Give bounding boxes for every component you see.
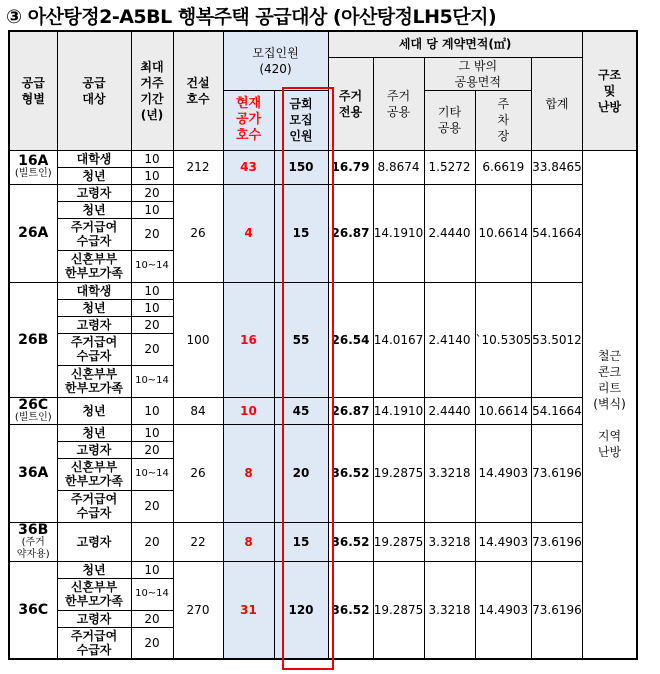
supply-type-label: 26B (18, 331, 49, 348)
current-vacant-cell (223, 522, 274, 561)
this-round-cell (274, 424, 328, 522)
residential-common-cell-text: 14.0167 (373, 332, 424, 347)
max-residence-cell-text: 20 (144, 185, 160, 200)
supply-target-cell-text: 주거급여 수급자 (70, 628, 118, 657)
max-residence-cell-text: 10 (144, 168, 160, 183)
current-vacant-cell-text: 10 (240, 403, 257, 418)
supply-target-cell-text: 신혼부부 한부모가족 (65, 252, 123, 280)
max-residence-cell (131, 578, 173, 610)
built-units-cell (173, 397, 223, 424)
current-vacant-cell (223, 184, 274, 282)
supply-target-cell (57, 522, 131, 561)
total-area-cell (532, 150, 583, 184)
this-round-cell (274, 150, 328, 184)
parking-cell-text: 14.4903 (478, 466, 529, 480)
max-residence-cell (131, 316, 173, 333)
max-residence-cell-text: 10 (144, 425, 160, 440)
exclusive-area-cell-text: 16.79 (331, 160, 370, 174)
max-residence-cell (131, 610, 173, 627)
built-units-cell-text: 22 (190, 534, 206, 549)
max-residence-cell-text: 20 (144, 534, 160, 549)
built-units-cell (173, 522, 223, 561)
residential-common-cell-text: 14.1910 (373, 226, 424, 240)
other-common-cell-text: 2.4440 (428, 403, 471, 418)
supply-target-cell (57, 365, 131, 397)
parking-cell-text: 14.4903 (478, 534, 529, 549)
built-units-cell-text: 26 (190, 466, 206, 480)
built-units-cell (173, 150, 223, 184)
residential-common-cell (373, 184, 424, 282)
supply-target-cell (57, 458, 131, 490)
supply-type-label: 36B (18, 522, 49, 538)
header-current-vacant (223, 90, 274, 150)
parking-cell-text: `10.5305 (475, 332, 532, 347)
max-residence-cell (131, 167, 173, 184)
max-residence-cell-text: 10 (144, 300, 160, 315)
max-residence-cell (131, 424, 173, 441)
document-title: ③ 아산탕정2-A5BL 행복주택 공급대상 (아산탕정LH5단지) (6, 6, 497, 28)
supply-target-cell (57, 333, 131, 365)
max-residence-cell-text: 10~14 (135, 260, 169, 271)
header-recruit (223, 31, 328, 90)
total-area-cell-text: 53.5012 (532, 332, 582, 347)
parking-cell (475, 424, 532, 522)
exclusive-area-cell (328, 150, 373, 184)
total-area-cell (532, 561, 583, 659)
max-residence-cell-text: 20 (144, 227, 160, 241)
header-built-units-text: 건설 호수 (186, 75, 210, 106)
exclusive-area-cell (328, 397, 373, 424)
exclusive-area-cell-text: 26.87 (331, 403, 370, 418)
total-area-cell-text: 54.1664 (532, 226, 582, 240)
current-vacant-cell-text: 8 (244, 534, 253, 549)
header-this-round-text: 금회 모집 인원 (289, 97, 313, 143)
exclusive-area-cell (328, 561, 373, 659)
max-residence-cell (131, 490, 173, 522)
supply-target-cell (57, 299, 131, 316)
parking-cell-text: 6.6619 (482, 160, 525, 174)
supply-target-cell-text: 고령자 (76, 534, 112, 549)
header-supply-type (9, 31, 57, 150)
exclusive-area-cell-text: 36.52 (331, 466, 370, 480)
exclusive-area-cell (328, 282, 373, 397)
other-common-cell (424, 184, 475, 282)
supply-target-cell-text: 청년 (82, 168, 106, 183)
supply-target-cell (57, 627, 131, 659)
built-units-cell-text: 270 (186, 602, 210, 617)
supply-target-cell-text: 고령자 (76, 317, 112, 332)
exclusive-area-cell-text: 36.52 (331, 534, 370, 549)
supply-target-cell-text: 고령자 (76, 185, 112, 200)
max-residence-cell (131, 150, 173, 167)
other-common-cell (424, 561, 475, 659)
this-round-cell-text: 20 (292, 466, 310, 480)
current-vacant-cell (223, 561, 274, 659)
max-residence-cell-text: 10 (144, 151, 160, 166)
this-round-cell-text: 120 (288, 602, 314, 617)
header-residential-common-text: 주거 공용 (386, 88, 411, 119)
built-units-cell-text: 212 (186, 160, 210, 174)
current-vacant-cell-text: 43 (240, 160, 257, 174)
exclusive-area-cell (328, 522, 373, 561)
supply-target-cell (57, 610, 131, 627)
supply-type-cell (9, 282, 57, 397)
total-area-cell (532, 184, 583, 282)
this-round-cell-text: 15 (292, 226, 310, 240)
residential-common-cell-text: 19.2875 (373, 466, 424, 480)
built-units-cell-text: 100 (186, 332, 210, 347)
residential-common-cell-text: 8.8674 (377, 160, 420, 174)
supply-target-cell (57, 250, 131, 282)
current-vacant-cell (223, 282, 274, 397)
other-common-cell-text: 2.4140 (428, 332, 471, 347)
max-residence-cell-text: 10~14 (135, 588, 169, 599)
max-residence-cell (131, 282, 173, 299)
current-vacant-cell (223, 150, 274, 184)
max-residence-cell-text: 10 (144, 202, 160, 217)
other-common-cell (424, 397, 475, 424)
header-parking-text: 주 차 장 (497, 97, 510, 143)
supply-target-cell (57, 316, 131, 333)
total-area-cell-text: 73.6196 (532, 466, 582, 480)
parking-cell (475, 397, 532, 424)
supply-type-label: 26C (18, 397, 49, 413)
other-common-cell (424, 150, 475, 184)
table-row (9, 282, 637, 299)
total-area-cell-text: 73.6196 (532, 602, 582, 617)
supply-target-cell (57, 490, 131, 522)
header-supply-type-text: 공급 형별 (21, 75, 45, 106)
supply-target-cell (57, 578, 131, 610)
max-residence-cell-text: 10~14 (135, 375, 169, 386)
this-round-cell (274, 184, 328, 282)
supply-target-cell (57, 397, 131, 424)
header-total (532, 57, 583, 150)
header-current-vacant-text: 현재 공가 호수 (235, 96, 262, 143)
supply-table (8, 30, 638, 660)
exclusive-area-cell-text: 36.52 (331, 602, 370, 617)
max-residence-cell (131, 522, 173, 561)
other-common-cell-text: 2.4440 (428, 226, 471, 240)
residential-common-cell-text: 19.2875 (373, 534, 424, 549)
other-common-cell-text: 1.5272 (428, 160, 471, 174)
supply-target-cell-text: 대학생 (76, 151, 112, 166)
other-common-cell (424, 424, 475, 522)
supply-type-label: 16A (18, 153, 49, 169)
max-residence-cell-text: 20 (144, 635, 160, 650)
header-other-common-text: 기타 공용 (437, 105, 462, 135)
table-row (9, 150, 637, 167)
supply-target-cell-text: 주거급여 수급자 (70, 335, 118, 363)
supply-target-cell (57, 218, 131, 250)
max-residence-cell-text: 20 (144, 442, 160, 457)
total-area-cell (532, 397, 583, 424)
current-vacant-cell (223, 397, 274, 424)
other-common-cell-text: 3.3218 (428, 466, 471, 480)
header-recruit-text: 모집인원 (420) (252, 45, 299, 76)
header-other-common-group (424, 57, 532, 90)
other-common-cell-text: 3.3218 (428, 602, 471, 617)
residential-common-cell (373, 561, 424, 659)
residential-common-cell (373, 150, 424, 184)
table-row (9, 522, 637, 561)
supply-target-cell-text: 주거급여 수급자 (70, 220, 118, 248)
current-vacant-cell-text: 31 (240, 602, 257, 617)
total-area-cell-text: 33.8465 (532, 160, 582, 174)
this-round-cell (274, 282, 328, 397)
max-residence-cell (131, 397, 173, 424)
built-units-cell-text: 84 (190, 403, 206, 418)
total-area-cell-text: 54.1664 (532, 403, 582, 418)
current-vacant-cell-text: 8 (244, 466, 253, 480)
exclusive-area-cell (328, 184, 373, 282)
current-vacant-cell-text: 16 (240, 332, 257, 347)
residential-common-cell (373, 522, 424, 561)
header-area-group-text: 세대 당 계약면적(㎡) (398, 37, 512, 52)
total-area-cell-text: 73.6196 (532, 534, 582, 549)
parking-cell-text: 10.6614 (478, 226, 529, 240)
supply-type-note: (빌트인) (14, 168, 52, 179)
supply-type-note: (빌트인) (14, 411, 52, 423)
supply-type-cell (9, 424, 57, 522)
supply-target-cell (57, 150, 131, 167)
table-row (9, 397, 637, 424)
this-round-cell (274, 561, 328, 659)
supply-target-cell-text: 신혼부부 한부모가족 (65, 367, 123, 395)
header-max-residence-text: 최대 거주 기간 (년) (140, 59, 164, 122)
total-area-cell (532, 522, 583, 561)
current-vacant-cell (223, 424, 274, 522)
this-round-cell (274, 522, 328, 561)
header-other-common-group-text: 그 밖의 공용면적 (454, 58, 501, 89)
max-residence-cell-text: 20 (144, 342, 160, 356)
supply-type-label: 36C (18, 601, 49, 618)
parking-cell (475, 150, 532, 184)
supply-type-cell (9, 561, 57, 659)
supply-target-cell-text: 청년 (82, 202, 106, 217)
supply-type-cell (9, 150, 57, 184)
built-units-cell-text: 26 (190, 226, 206, 240)
exclusive-area-cell-text: 26.54 (331, 332, 370, 347)
current-vacant-cell-text: 4 (244, 226, 253, 240)
header-other-common (424, 90, 475, 150)
total-area-cell (532, 282, 583, 397)
supply-type-cell (9, 522, 57, 561)
parking-cell (475, 184, 532, 282)
residential-common-cell (373, 424, 424, 522)
header-residential-common (373, 57, 424, 150)
supply-target-cell-text: 고령자 (76, 611, 112, 626)
header-built-units (173, 31, 223, 150)
supply-target-cell (57, 424, 131, 441)
residential-common-cell (373, 282, 424, 397)
supply-target-cell (57, 282, 131, 299)
supply-type-cell (9, 397, 57, 424)
max-residence-cell (131, 365, 173, 397)
built-units-cell (173, 184, 223, 282)
built-units-cell (173, 282, 223, 397)
header-max-residence (131, 31, 173, 150)
parking-cell-text: 10.6614 (478, 403, 529, 418)
other-common-cell (424, 282, 475, 397)
this-round-cell (274, 397, 328, 424)
supply-target-cell-text: 고령자 (76, 442, 112, 457)
header-supply-target (57, 31, 131, 150)
supply-target-cell (57, 441, 131, 458)
supply-target-cell (57, 561, 131, 578)
parking-cell (475, 522, 532, 561)
table-row (9, 561, 637, 578)
built-units-cell (173, 561, 223, 659)
max-residence-cell-text: 20 (144, 317, 160, 332)
residential-common-cell-text: 14.1910 (373, 403, 424, 418)
this-round-cell-text: 55 (292, 332, 310, 347)
this-round-cell-text: 150 (288, 160, 314, 174)
header-this-round (274, 90, 328, 150)
max-residence-cell (131, 250, 173, 282)
max-residence-cell-text: 10~14 (135, 468, 169, 479)
header-structure (582, 31, 637, 150)
structure-cell (582, 150, 637, 659)
built-units-cell (173, 424, 223, 522)
other-common-cell (424, 522, 475, 561)
header-total-text: 합계 (545, 96, 569, 111)
parking-cell (475, 561, 532, 659)
supply-type-cell (9, 184, 57, 282)
supply-target-cell-text: 대학생 (76, 283, 112, 298)
supply-target-cell-text: 청년 (82, 425, 106, 440)
max-residence-cell (131, 561, 173, 578)
residential-common-cell-text: 19.2875 (373, 602, 424, 617)
max-residence-cell (131, 184, 173, 201)
header-parking (475, 90, 532, 150)
max-residence-cell (131, 627, 173, 659)
supply-target-cell-text: 청년 (82, 403, 106, 418)
other-common-cell-text: 3.3218 (428, 534, 471, 549)
residential-common-cell (373, 397, 424, 424)
this-round-cell-text: 45 (292, 403, 310, 418)
header-supply-target-text: 공급 대상 (82, 75, 106, 106)
parking-cell-text: 14.4903 (478, 602, 529, 617)
table-row (9, 184, 637, 201)
supply-target-cell (57, 201, 131, 218)
exclusive-area-cell-text: 26.87 (331, 226, 370, 240)
max-residence-cell (131, 333, 173, 365)
max-residence-cell-text: 20 (144, 499, 160, 513)
max-residence-cell (131, 201, 173, 218)
max-residence-cell (131, 299, 173, 316)
structure-cell-text: 철근 콘크 리트 (벽식) 지역 난방 (593, 349, 626, 460)
table-row (9, 424, 637, 441)
max-residence-cell-text: 10 (144, 283, 160, 298)
supply-type-label: 26A (18, 225, 49, 241)
max-residence-cell-text: 10 (144, 403, 160, 418)
max-residence-cell (131, 458, 173, 490)
this-round-cell-text: 15 (292, 534, 310, 549)
supply-target-cell-text: 신혼부부 한부모가족 (65, 580, 123, 608)
parking-cell (475, 282, 532, 397)
supply-target-cell (57, 184, 131, 201)
supply-target-cell-text: 주거급여 수급자 (70, 492, 118, 520)
supply-type-note: (주거 약자용) (16, 536, 50, 560)
header-area-group (328, 31, 582, 57)
exclusive-area-cell (328, 424, 373, 522)
max-residence-cell-text: 20 (144, 611, 160, 626)
max-residence-cell (131, 218, 173, 250)
supply-target-cell-text: 청년 (82, 300, 106, 315)
header-exclusive (328, 57, 373, 150)
header-exclusive-text: 주거 전용 (338, 88, 363, 119)
total-area-cell (532, 424, 583, 522)
supply-target-cell-text: 신혼부부 한부모가족 (65, 460, 123, 488)
max-residence-cell (131, 441, 173, 458)
supply-type-label: 36A (18, 465, 49, 481)
header-structure-text: 구조 및 난방 (597, 67, 622, 114)
supply-target-cell (57, 167, 131, 184)
max-residence-cell-text: 10 (144, 562, 160, 577)
supply-target-cell-text: 청년 (82, 562, 106, 577)
